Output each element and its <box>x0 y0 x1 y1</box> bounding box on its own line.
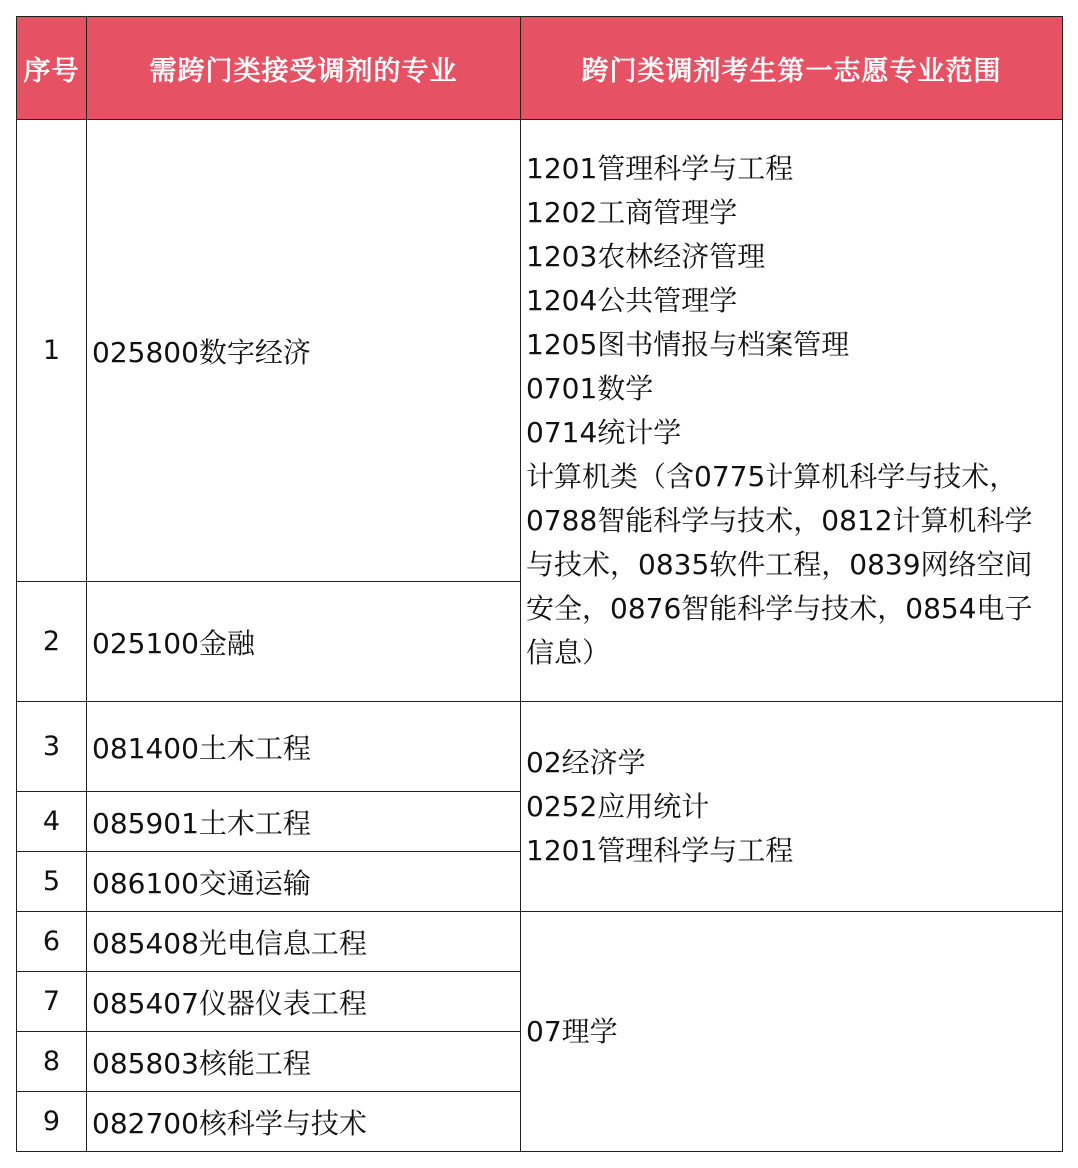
scope-item: 0714统计学 <box>526 415 682 449</box>
scope-item: 1201管理科学与工程 <box>526 151 794 185</box>
row-major: 085901土木工程 <box>87 792 521 852</box>
row-major: 085803核能工程 <box>87 1032 521 1092</box>
scope-item: 0252应用统计 <box>526 789 710 823</box>
row-index: 8 <box>17 1032 87 1092</box>
row-major: 025800数字经济 <box>87 120 521 582</box>
row-index: 4 <box>17 792 87 852</box>
scope-item: 0701数学 <box>526 371 654 405</box>
scope-item: 1201管理科学与工程 <box>526 833 794 867</box>
row-index: 6 <box>17 912 87 972</box>
scope-item: 02经济学 <box>526 745 646 779</box>
row-index: 3 <box>17 702 87 792</box>
scope-group-1 <box>521 120 1063 702</box>
table-container <box>16 16 1063 1152</box>
row-major: 085408光电信息工程 <box>87 912 521 972</box>
row-major: 025100金融 <box>87 582 521 702</box>
scope-item: 07理学 <box>526 1014 618 1048</box>
row-index: 1 <box>17 120 87 582</box>
row-index: 7 <box>17 972 87 1032</box>
table-row <box>17 702 1063 792</box>
row-major: 082700核科学与技术 <box>87 1092 521 1152</box>
scope-group-3 <box>521 912 1063 1152</box>
scope-item: 1202工商管理学 <box>526 195 738 229</box>
row-major: 081400土木工程 <box>87 702 521 792</box>
table-header-row <box>17 17 1063 120</box>
table-row <box>17 120 1063 582</box>
row-major: 086100交通运输 <box>87 852 521 912</box>
row-major: 085407仪器仪表工程 <box>87 972 521 1032</box>
scope-computer-category: 计算机类（含0775计算机科学与技术，0788智能科学与技术，0812计算机科学与技术，0835软件工程，0839网络空间安全，0876智能科学与技术，0854电子信息） <box>526 459 1033 669</box>
header-major: 需跨门类接受调剂的专业 <box>87 17 521 120</box>
row-index: 2 <box>17 582 87 702</box>
adjustment-table <box>16 16 1063 1152</box>
row-index: 5 <box>17 852 87 912</box>
scope-item: 1205图书情报与档案管理 <box>526 327 850 361</box>
scope-group-2 <box>521 702 1063 912</box>
scope-item: 1204公共管理学 <box>526 283 738 317</box>
header-index: 序号 <box>17 17 87 120</box>
header-scope: 跨门类调剂考生第一志愿专业范围 <box>521 17 1063 120</box>
scope-item: 1203农林经济管理 <box>526 239 766 273</box>
row-index: 9 <box>17 1092 87 1152</box>
table-row <box>17 912 1063 972</box>
